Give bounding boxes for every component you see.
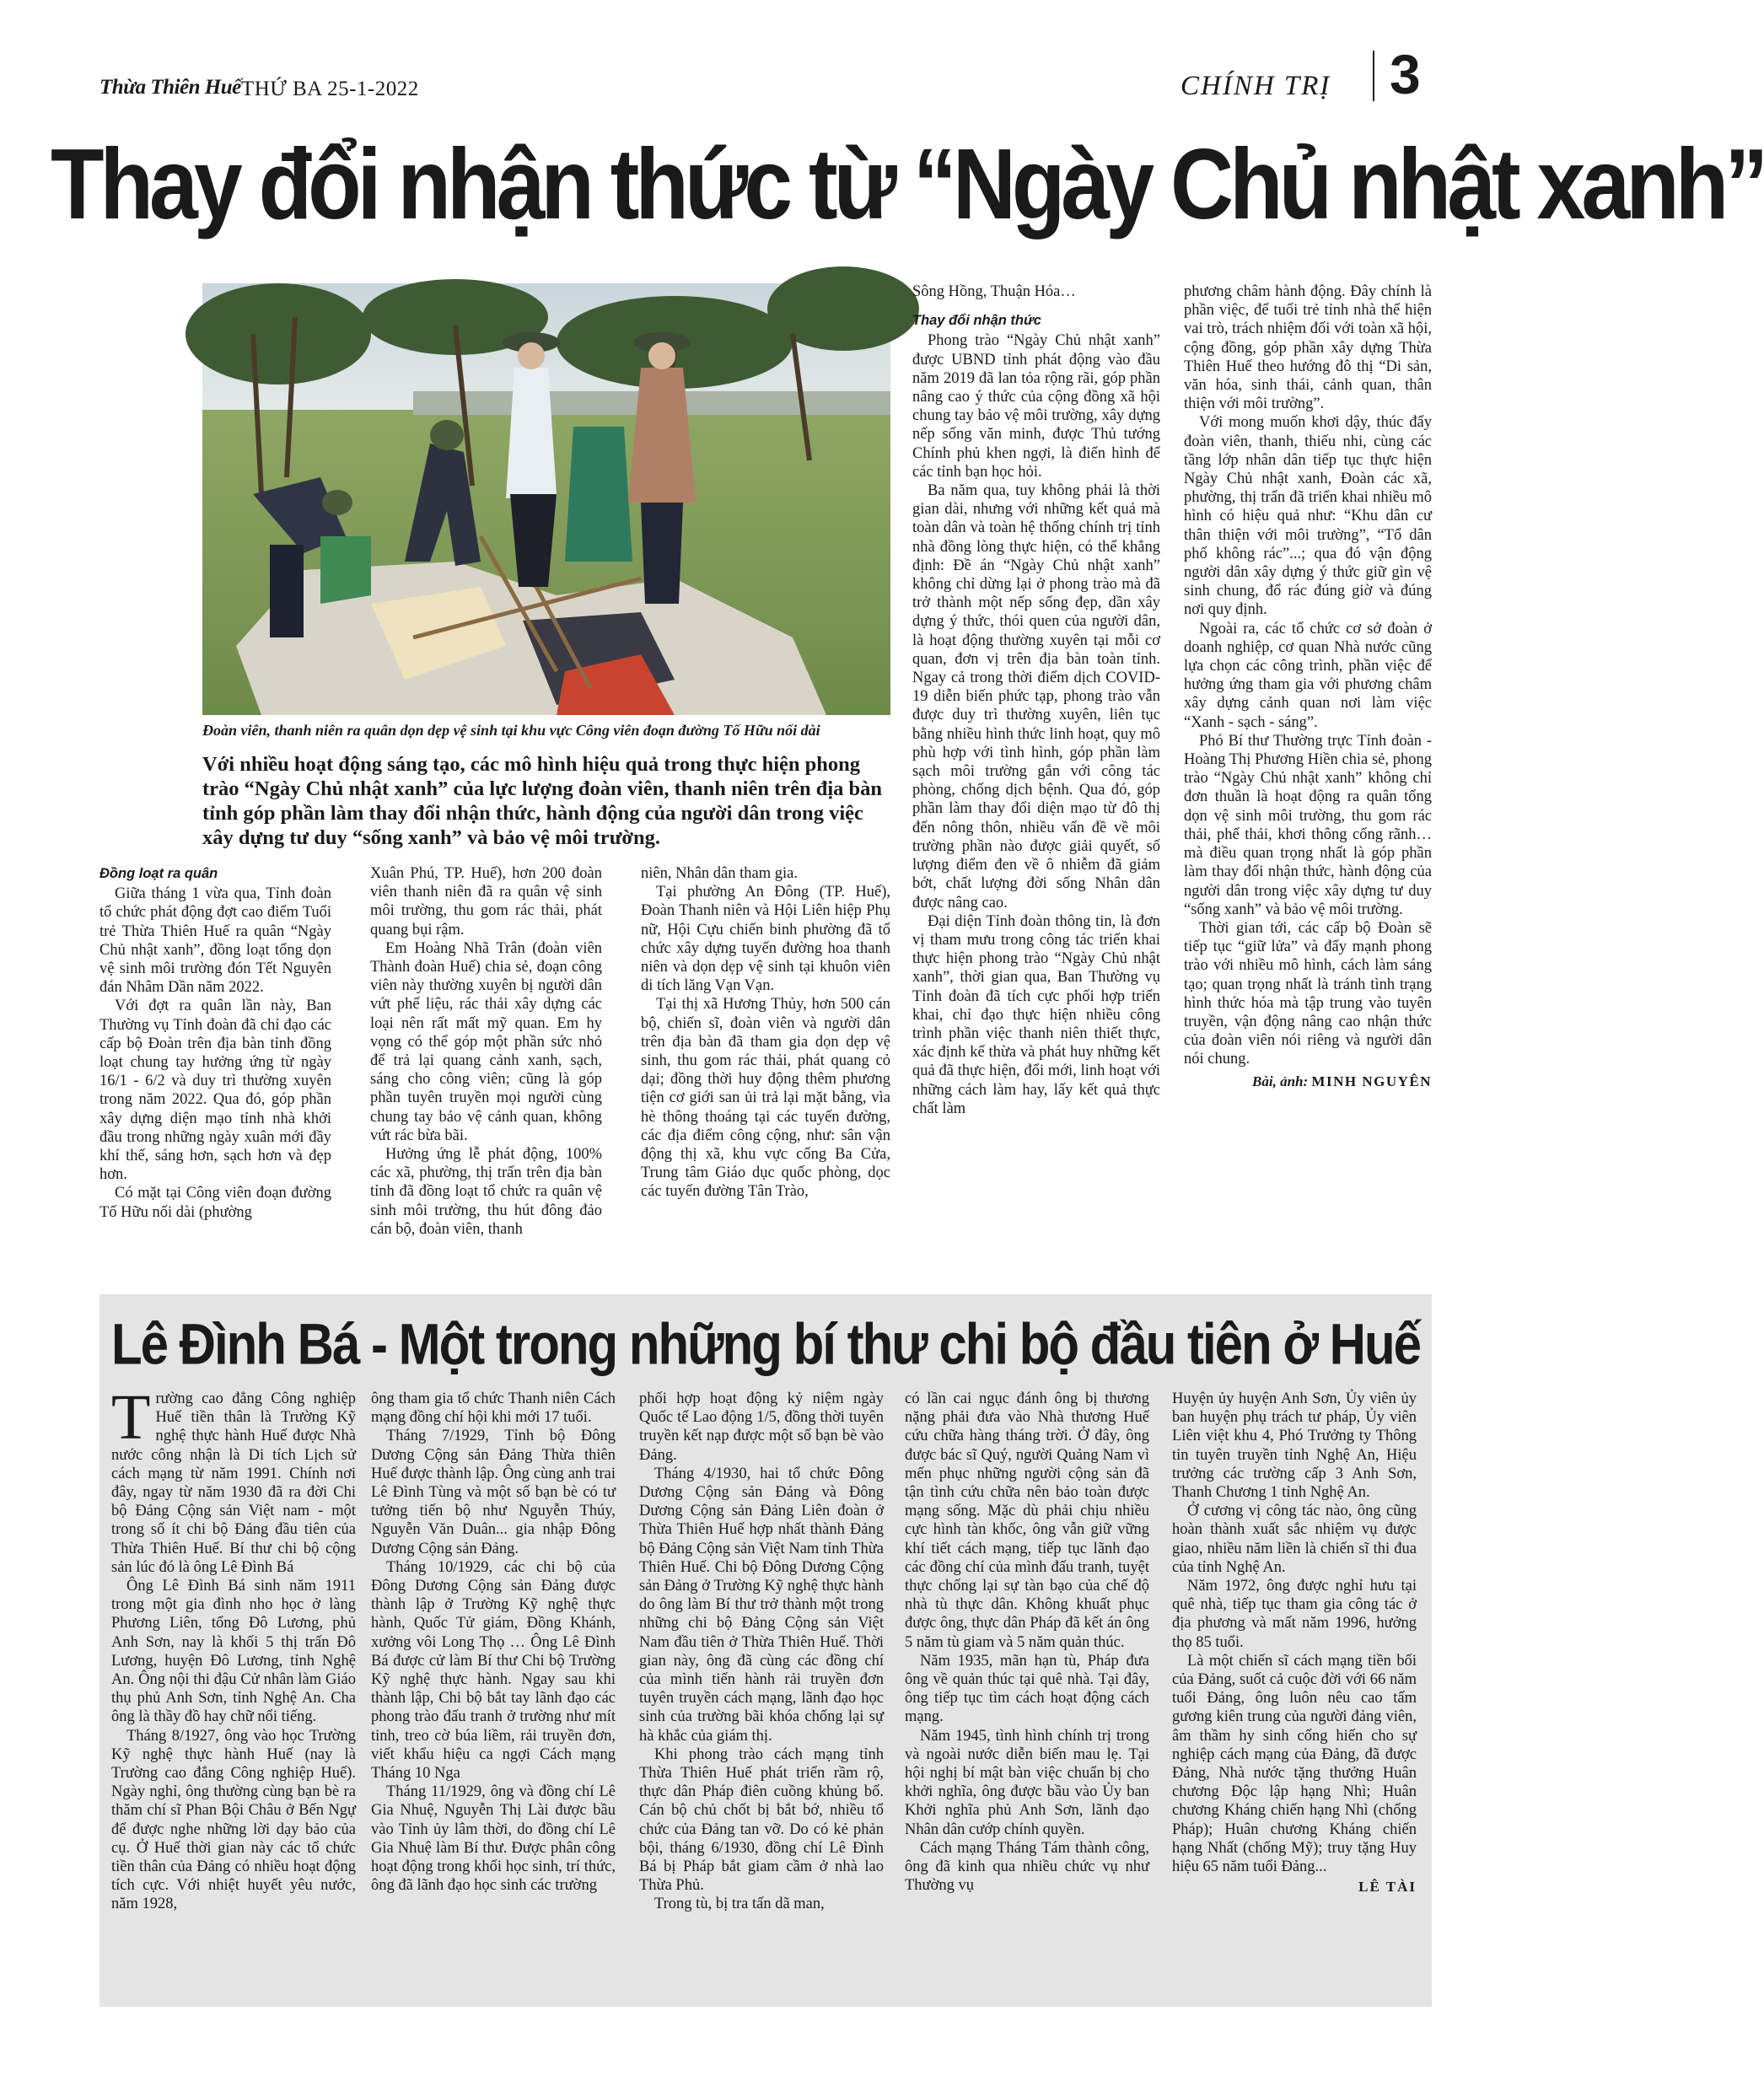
article2-column-3: [639, 1390, 884, 1914]
paragraph: Cách mạng Tháng Tám thành công, ông đã kinh qua nhiều chức vụ như Thường vụ: [905, 1839, 1149, 1895]
paragraph: Tháng 7/1929, Tỉnh bộ Đông Dương Cộng sản Đảng Thừa thiên Huế được thành lập. Ông cùng anh trai Lê Đình Tùng và một số bạn bè có tư tưởng tiến bộ như Nguyễn Thúy, Nguyễn Văn Duân... gia nhập Đông Dương Cộng sản Đảng.: [371, 1428, 616, 1557]
paragraph: có lần cai ngục đánh ông bị thương nặng phải đưa vào Nhà thương Huế cứu chữa hàng tháng trời. Ở đây, ông được bác sĩ Quý, người Quảng Nam vì mến phục những người cộng sản đã tận tình cứu chữa nên bảo toàn được mạng sống. Mặc dù phải chịu nhiều cực hình tàn khốc, ông vẫn giữ vững khí tiết cách mạng, tiếp tục lãnh đạo các đồng chí của mình đấu tranh, tuyệt thực chống lại sự tàn bạo của chế độ nhà tù thực dân. Không khuất phục được ông, thực dân Pháp đã kết án ông 5 năm tù giam và 5 năm quản thúc.: [905, 1390, 1149, 1651]
paragraph: Là một chiến sĩ cách mạng tiền bối của Đảng, suốt cả cuộc đời với 66 năm tuổi Đảng, ông luôn nêu cao tấm gương kiên trung của người đảng viên, âm thầm hy sinh cống hiến cho sự nghiệp cách mạng của Đảng, đã được Đảng, Nhà nước tặng thưởng Huân chương Độc lập hạng Nhì; Huân chương Kháng chiến hạng Nhì (chống Pháp); Huân chương Kháng chiến hạng Nhất (chống Mỹ); truy tặng Huy hiệu 65 năm tuổi Đảng...: [1172, 1652, 1417, 1876]
paragraph: Ngoài ra, các tổ chức cơ sở đoàn ở doanh nghiệp, cơ quan Nhà nước cũng lựa chọn các công trình, phần việc để hưởng ứng tham gia với phương châm xây dựng cảnh quan nơi làm việc “Xanh - sạch - sáng”.: [1184, 620, 1432, 731]
article2-column-5: [1172, 1390, 1417, 1896]
section-subhead: Thay đổi nhận thức: [912, 313, 1041, 329]
paragraph: Tháng 10/1929, các chi bộ của Đông Dương Cộng sản Đảng được thành lập ở Trường Kỹ nghệ thực hành, Quốc Tử giám, Đồng Khánh, xưởng vôi Long Thọ … Ông Lê Đình Bá được cử làm Bí thư Chi bộ Trường Kỹ nghệ thực hành. Ngay sau khi thành lập, Chi bộ bắt tay lãnh đạo các phong trào đấu tranh ở trường như mít tinh, treo cờ búa liềm, rải truyền đơn, viết khẩu hiệu ca ngợi Cách mạng Tháng 10 Nga: [371, 1558, 616, 1783]
article1-photo: [202, 283, 890, 715]
paragraph: Em Hoàng Nhã Trân (đoàn viên Thành đoàn Huế) chia sẻ, đoạn công viên này thường xuyên bị người dân vứt phế liệu, rác thải xây dựng các loại nên rất mất mỹ quan. Em hy vọng có thể góp một phần sức nhỏ để trả lại quang cảnh xanh, sạch, sáng cho công viên; cũng là góp phần tuyên truyền mọi người cùng chung tay bảo vệ cảnh quan, không vứt rác bừa bãi.: [370, 939, 602, 1144]
paragraph: Ba năm qua, tuy không phải là thời gian dài, nhưng với những kết quả mà toàn dân và toàn hệ thống chính trị tỉnh nhà đồng lòng thực hiện, có thể khẳng định: Đề án “Ngày Chủ nhật xanh” không chỉ dừng lại ở phong trào mà đã trở thành một nếp sống đẹp, dần xây dựng ý thức, thói quen của người dân, là hoạt động thường xuyên tại mỗi cơ quan, đơn vị trên địa bàn toàn tỉnh. Ngay cả trong thời điểm dịch COVID-19 diễn biến phức tạp, phong trào vẫn được duy trì thường xuyên, liên tục bằng nhiều hình thức linh hoạt, quy mô phù hợp với tình hình, góp phần làm sạch môi trường gắn với công tác phòng, chống dịch bệnh. Qua đó, góp phần làm thay đổi diện mạo từ đô thị đến nông thôn, nhiều vấn đề về môi trường phần nào được giải quyết, số lượng điểm đen về ô nhiễm đã giảm bớt, chất lượng đời sống Nhân dân được nâng cao.: [912, 482, 1160, 912]
drop-cap: T: [111, 1382, 151, 1453]
article2-headline: Lê Đình Bá - Một trong những bí thư chi bộ đầu tiên ở Huế: [110, 1311, 1421, 1377]
byline-author: MINH NGUYÊN: [1311, 1073, 1432, 1089]
paragraph: Ở cương vị công tác nào, ông cũng hoàn thành xuất sắc nhiệm vụ được giao, nhiều năm liền là chiến sĩ thi đua của tỉnh Nghệ An.: [1172, 1503, 1417, 1576]
section-subhead: Đồng loạt ra quân: [99, 866, 218, 881]
photo-caption: Đoàn viên, thanh niên ra quân dọn dẹp vệ sinh tại khu vực Công viên đoạn đường Tố Hữu nối dài: [202, 722, 820, 739]
publication-name: Thừa Thiên Huế: [99, 76, 241, 99]
paragraph: Năm 1972, ông được nghỉ hưu tại quê nhà, tiếp tục tham gia công tác ở địa phương và mất năm 1996, hưởng thọ 85 tuổi.: [1172, 1578, 1417, 1651]
article2-column-4: [905, 1390, 1149, 1895]
paragraph: Năm 1945, tình hình chính trị trong và ngoài nước diễn biến mau lẹ. Tại hội nghị bí mật bàn việc chuẩn bị cho khởi nghĩa, ông được bầu vào Ủy ban Khởi nghĩa phủ Anh Sơn, lãnh đạo Nhân dân cướp chính quyền.: [905, 1727, 1149, 1838]
article2-column-2: [371, 1390, 616, 1895]
issue-date: THỨ BA 25-1-2022: [241, 78, 419, 100]
paragraph: phương châm hành động. Đây chính là phần việc, để tuổi trẻ tỉnh nhà thể hiện vai trò, trách nhiệm đối với toàn xã hội, cộng đồng, góp phần xây dựng Thừa Thiên Huế theo hướng đô thị “Di sản, văn hóa, sinh thái, cảnh quan, thân thiện với môi trường”.: [1184, 283, 1432, 413]
paragraph: Khi phong trào cách mạng tỉnh Thừa Thiên Huế phát triển rầm rộ, thực dân Pháp điên cuồng khủng bố. Cán bộ chủ chốt bị bắt bớ, nhiều tổ chức của Đảng tan vỡ. Do có kẻ phản bội, tháng 6/1930, đồng chí Lê Đình Bá bị Pháp bắt giam cầm ở nhà lao Thừa Phủ.: [639, 1745, 884, 1895]
paragraph: Với mong muốn khơi dậy, thúc đẩy đoàn viên, thanh, thiếu nhi, cùng các tầng lớp nhân dân tiếp tục thực hiện Ngày Chủ nhật xanh, Đoàn các xã, phường, thị trấn đã triển khai nhiều mô hình có hiệu quả như: “Khu dân cư thân thiện với môi trường”, “Tổ dân phố không rác”...; qua đó vận động người dân xây dựng ý thức giữ gìn vệ sinh chung, đổ rác đúng giờ và đúng nơi quy định.: [1184, 414, 1432, 619]
article1-column-1: [99, 864, 331, 1222]
paragraph: [111, 1382, 356, 1577]
article1-column-3: [641, 864, 890, 1202]
paragraph: Tại thị xã Hương Thủy, hơn 500 cán bộ, chiến sĩ, đoàn viên và người dân trên địa bàn đã tham gia dọn dẹp vệ sinh, thu gom rác thải, phát quang cỏ dại; đồng thời huy động thêm phương tiện cơ giới san ủi trả lại mặt bằng, vìa hè thông thoáng tại các tuyến đường, các địa điểm công cộng, như: sân vận động thị xã, khu vực cổng Ba Cửa, Trung tâm Giáo dục quốc phòng, dọc các tuyến đường Tân Trào,: [641, 996, 890, 1201]
article1-headline: Thay đổi nhận thức từ “Ngày Chủ nhật xanh”: [51, 129, 1764, 241]
article1-column-5: [1184, 282, 1432, 1091]
article1-column-4: [912, 282, 1160, 1118]
paragraph: Thời gian tới, các cấp bộ Đoàn sẽ tiếp tục “giữ lửa” và đẩy mạnh phong trào với nhiều mô hình, cách làm sáng tạo; quan trọng nhất là tránh tình trạng hình thức hóa mà tập trung vào tuyên truyền, vận động nâng cao nhận thức của đoàn viên nói riêng và người dân nói chung.: [1184, 919, 1432, 1068]
paragraph: niên, Nhân dân tham gia.: [641, 865, 798, 882]
paragraph: Ông Lê Đình Bá sinh năm 1911 trong một gia đình nho học ở làng Phương Liên, tổng Đô Lương, phủ Anh Sơn, nay là khối 5 thị trấn Đô Lương, huyện Đô Lương, tỉnh Nghệ An. Ông nội thi đậu Cử nhân làm Giáo thụ phủ Anh Sơn, tỉnh Nghệ An. Cha ông là thầy đồ hay chữ nổi tiếng.: [111, 1578, 356, 1726]
paragraph: Có mặt tại Công viên đoạn đường Tố Hữu nối dài (phường: [99, 1185, 331, 1221]
paragraph: Năm 1935, mãn hạn tù, Pháp đưa ông về quản thúc tại quê nhà. Tại đây, ông tiếp tục tìm cách hoạt động cách mạng.: [905, 1652, 1149, 1726]
paragraph: phối hợp hoạt động kỷ niệm ngày Quốc tế Lao động 1/5, đồng thời tuyên truyền kết nạp được một số bạn bè vào Đảng.: [639, 1390, 884, 1464]
page-number: 3: [1390, 43, 1421, 105]
paragraph: Sông Hồng, Thuận Hóa…: [912, 283, 1076, 300]
article1-lead: Với nhiều hoạt động sáng tạo, các mô hình hiệu quả trong thực hiện phong trào “Ngày Chủ nhật xanh” của lực lượng đoàn viên, thanh niên trên địa bàn tỉnh góp phần làm thay đổi nhận thức, hành động của người dân trong việc xây dựng tư duy “sống xanh” và bảo vệ môi trường.: [202, 753, 883, 849]
byline-label: Bài, ảnh:: [1252, 1073, 1309, 1089]
section-name: CHÍNH TRỊ: [1180, 71, 1331, 101]
paragraph: Tháng 4/1930, hai tổ chức Đông Dương Cộng sản Đảng và Đông Dương Cộng sản Đảng Liên đoàn ở Thừa Thiên Huế hợp nhất thành Đảng bộ Đảng Cộng sản Việt Nam tỉnh Thừa Thiên Huế. Chi bộ Đông Dương Cộng sản Đảng ở Trường Kỹ nghệ thực hành do ông làm Bí thư trở thành một trong những chi bộ Đảng Cộng sản Việt Nam đầu tiên ở Thừa Thiên Huế. Thời gian này, ông đã cùng các đồng chí của mình tiến hành rải truyền đơn tuyên truyền cách mạng, lãnh đạo học sinh của trường bãi khóa chống lại sự hà khắc của giám thị.: [639, 1465, 884, 1745]
paragraph: ông tham gia tổ chức Thanh niên Cách mạng đồng chí hội khi mới 17 tuổi.: [371, 1390, 616, 1427]
paragraph: Tại phường An Đông (TP. Huế), Đoàn Thanh niên và Hội Liên hiệp Phụ nữ, Hội Cựu chiến binh phường đã tổ chức xây dựng tuyến đường hoa thanh niên và dọn dẹp vệ sinh tại khuôn viên di tích lăng Vạn Vạn.: [641, 884, 890, 995]
article2-byline: LÊ TÀI: [1358, 1879, 1417, 1896]
paragraph: Phong trào “Ngày Chủ nhật xanh” được UBND tỉnh phát động vào đầu năm 2019 đã lan tỏa rộng rãi, góp phần nâng cao ý thức của cộng đồng xã hội chung tay bảo vệ môi trường, xây dựng nếp sống văn minh, được Thủ tướng Chính phủ khen ngợi, là điển hình để các tỉnh bạn học hỏi.: [912, 332, 1160, 481]
paragraph: Đại diện Tỉnh đoàn thông tin, là đơn vị tham mưu trong công tác triển khai thực hiện phong trào “Ngày Chủ nhật xanh”, thời gian qua, Ban Thường vụ Tỉnh đoàn đã tích cực phối hợp triển khai, chỉ đạo thực hiện nhiều công trình phần việc thanh niên thiết thực, xác định kế thừa và phát huy những kết quả đã thực hiện, đổi mới, linh hoạt với những cách làm hay, lấy kết quả thực chất làm: [912, 912, 1160, 1117]
article1-column-2: [370, 864, 602, 1239]
article1-byline: [1184, 1073, 1432, 1091]
paragraph: Trong tù, bị tra tấn dã man,: [654, 1896, 825, 1913]
paragraph: Hưởng ứng lễ phát động, 100% các xã, phường, thị trấn trên địa bàn tỉnh đã đồng loạt tổ chức ra quân vệ sinh môi trường, thu hút đông đảo cán bộ, đoàn viên, thanh: [370, 1146, 602, 1238]
paragraph: Phó Bí thư Thường trực Tỉnh đoàn - Hoàng Thị Phương Hiền chia sẻ, phong trào “Ngày Chủ nhật xanh” không chỉ đơn thuần là hoạt động ra quân tổng dọn vệ sinh môi trường, thu gom rác thải, phế thải, khơi thông cống rãnh… mà điều quan trọng nhất là góp phần làm thay đổi nhận thức, hành động của người dân trong việc xây dựng tư duy “sống xanh” và bảo vệ môi trường.: [1184, 732, 1432, 918]
paragraph: Giữa tháng 1 vừa qua, Tỉnh đoàn tổ chức phát động đợt cao điểm Tuổi trẻ Thừa Thiên Huế ra quân “Ngày Chủ nhật xanh”, đồng loạt tổng dọn vệ sinh môi trường đón Tết Nguyên đán Nhâm Dần năm 2022.: [99, 885, 331, 997]
paragraph: Với đợt ra quân lần này, Ban Thường vụ Tỉnh đoàn đã chỉ đạo các cấp bộ Đoàn trên địa bàn tỉnh đồng loạt chung tay hưởng ứng từ ngày 16/1 - 6/2 và duy trì thường xuyên trong năm 2022. Qua đó, góp phần xây dựng diện mạo tỉnh nhà khởi đầu trong những ngày xuân mới đầy khí thế, sáng hơn, sạch hơn và đẹp hơn.: [99, 998, 331, 1184]
paragraph: Xuân Phú, TP. Huế), hơn 200 đoàn viên thanh niên đã ra quân vệ sinh môi trường, thu gom rác thải, phát quang bụi rậm.: [370, 865, 602, 938]
paragraph: Tháng 11/1929, ông và đồng chí Lê Gia Nhuệ, Nguyễn Thị Lài được bầu vào Tỉnh ủy lâm thời, do đồng chí Lê Gia Nhuệ làm Bí thư. Được phân công hoạt động trong khối học sinh, trí thức, ông đã lãnh đạo học sinh các trường: [371, 1783, 616, 1895]
paragraph-text: rường cao đẳng Công nghiệp Huế tiền thân là Trường Kỹ nghệ thực hành Huế được Nhà nước công nhận là Di tích Lịch sử cách mạng từ năm 1991. Chính nơi đây, ngay từ năm 1930 đã ra đời Chi bộ Đảng Cộng sản Việt nam - một trong số ít chi bộ Đảng đầu tiên của Thừa Thiên Huế. Bí thư chi bộ cộng sản lúc đó là ông Lê Đình Bá: [111, 1390, 356, 1576]
paragraph: Tháng 8/1927, ông vào học Trường Kỹ nghệ thực hành Huế (nay là Trường cao đẳng Công nghiệp Huế). Ngày nghỉ, ông thường cùng bạn bè ra thăm chí sĩ Phan Bội Châu ở Bến Ngự để được nghe những lời dạy bảo của cụ. Ở Huế thời gian này các tổ chức tiền thân của Đảng có nhiều hoạt động tích cực. Với nhiệt huyết yêu nước, năm 1928,: [111, 1727, 356, 1913]
masthead-divider: [1373, 51, 1374, 101]
article2-column-1: [111, 1382, 356, 1914]
paragraph: Huyện ủy huyện Anh Sơn, Ủy viên ủy ban huyện phụ trách tư pháp, Ủy viên Liên việt khu 4, Phó Trưởng ty Thông tin tuyên truyền tỉnh Nghệ An, Hiệu trưởng các trường cấp 3 Anh Sơn, Thanh Chương 1 tỉnh Nghệ An.: [1172, 1390, 1417, 1502]
